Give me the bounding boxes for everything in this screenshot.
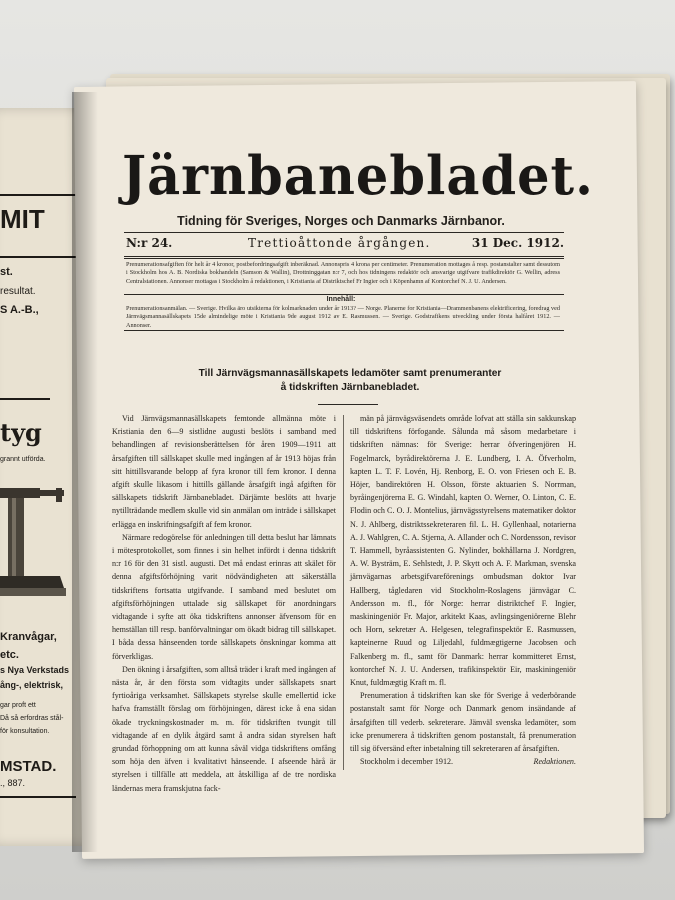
editorial-signature: Redaktionen. [533, 757, 576, 767]
closing-place-date: Stockholm i december 1912. [360, 757, 454, 767]
left-page-line: ., 887. [0, 778, 26, 788]
header-rule [124, 294, 564, 295]
left-page-line: ång-, elektrisk, [0, 680, 64, 690]
headline-line: Till Järnvägsmannasällskapets ledamöter samt prenumeranter [198, 368, 502, 379]
left-page-line: resultat. [0, 286, 36, 297]
left-page-line: s Nya Verkstads [0, 665, 70, 675]
left-page-rule [0, 398, 50, 400]
left-page-line: S A.-B., [0, 304, 39, 316]
left-page-line: tyg [0, 418, 42, 447]
left-page-line: Då så erfordras stål- [0, 715, 64, 722]
left-page-line: för konsultation. [0, 728, 50, 735]
left-page-line: Kranvågar, [0, 631, 57, 643]
left-page-line: st. [0, 266, 13, 278]
left-page-line: gar proft ett [0, 702, 36, 709]
header-rule [124, 330, 564, 331]
left-page-rule [0, 194, 76, 196]
left-page-rule [0, 796, 76, 798]
binding-gutter-shadow [72, 92, 98, 852]
article-column-left [112, 412, 336, 793]
article-paragraph: Den ökning i årsafgiften, som alltså träder i kraft med ingången af nästa år, är den första som vidtagits under sällskapets snart fyrtioåriga verksamhet. Sällskapets styrelse skulle emellertid icke hafva framställt förslag om förhöjningen, därest icke å ena sidan ökade tryckningskostnader m. m. för tidskriften tvungit till vidtagande af en dylik åtgärd samt å andra sidan styrelsen haft grundad förhoppning om att kunna såväl vidga tidskriftens omfång som höja den äfven i kvalitativt hänseende. I afseende härå är styrelsen i tillfälle att meddela, att åtskilliga af de tre nordiska ländernas mera framskjutna fack- [112, 664, 336, 793]
left-page-line: grannt utförda. [0, 456, 46, 463]
masthead-title: Järnbanebladet. [122, 144, 594, 208]
issue-number: N:r 24. [126, 236, 173, 250]
left-page-rule [0, 256, 76, 258]
header-rule [124, 258, 564, 259]
volume-label: Trettioåttonde årgången. [248, 236, 431, 250]
left-page-line: etc. [0, 649, 19, 661]
issue-date: 31 Dec. 1912. [471, 236, 564, 250]
machine-illustration-icon [0, 488, 70, 608]
header-rule [124, 256, 564, 257]
headline-rule [318, 404, 378, 405]
headline-line: å tidskriften Järnbanebladet. [280, 382, 420, 393]
masthead-subtitle: Tidning för Sveriges, Norges och Danmarks Järnbanor. [177, 214, 505, 228]
left-page-line: MIT [0, 204, 45, 234]
article-paragraph: män på järnvägsväsendets område lofvat att ställa sin sakkunskap till tidskriftens förfogande. Sålunda må såsom medarbetare i tidskriften nämnas: för Sverige: herrar öfveringenjören H. Fogelmarck, byrådirektörerna J. E. Lundberg, I. A. Öfverholm, kapten L. T. F. Lovén, Hj. Renborg, E. O. von Friesen och E. B. Höjer, bandirektören H. Olsson, förste aktuarien S. Norrman, byråingenjörerna E. G. Windahl, kapten O. Werner, O. Linton, C. E. Flodin och C. O. J. Montelius, järnvägsstyrelsens matematiker doktor N. J. Ahlberg, distriktssekreteraren fil. L. H. Gyllenhaal, notarierna A. J. Wahlgren, C. A. Stjerna, A. Allander och C. Nordensson, revisor T. Hammell, byråassistenten G. Nylinder, bokhållarna J. Nordgren, A. W. Bysträm, E. Sehlstedt, J. P. Skytt och A. F. Markman, svenska järnvägarnas arbetsgifvareförenings ombudsman doktor Ivar Hallberg, tågledaren vid Stockholm-Roslagens järnvägar C. Andersson m. fl., för Norge: herrar distriktchef F. Ingier, maskiningeniör Fr. Major, arkitekt Kaas, avlingsingeniörerne Blehr och Horn, sekretær A. Helgesen, telegrafinspektör E. Rasmussen, kapteinerne Ruud og Liljedahl, fuldmægtigerne Jacobsen och Falkenberg m. fl., samt för Danmark: herrar kommitteret Ernst, kontorchef N. J. U. Andersen, trafikinspektör Eir, maskiningeniör Knut, fuldmægtig Kraft m. fl. [350, 414, 576, 688]
contents-heading: Innehåll: [326, 296, 356, 303]
closing-row [350, 755, 576, 768]
article-paragraph: Närmare redogörelse för anledningen till detta beslut har lämnats i mötesprotokollet, som finnes i sin helhet infördt i denna tidskrift n:r 16 för den 31 sistl. augusti. Det må endast erinras att skälet för denna afgiftsförhöjning varit nödvändigheten att säkerställa tidskriftens fortsatta utgifvande. I samband med beslutet om afgiftsförhöjningen uttalade sig sällskapet för anordningars vidtagande i syfte att öka tidskriftens annonser äfvensom för en hemställan till resp. banförvaltningar om ökadt bidrag till sällskapet. I båda dessa hänseenden torde sällskapets önskningar komma att förverkligas. [112, 532, 336, 661]
article-paragraph: Vid Järnvägsmannasällskapets femtonde allmänna möte i Kristiania den 6—9 sistlidne augusti beslöts i samband med behandlingen af revisionsberättelsen för åren 1909—1911 att årsafgiften till sällskapet skulle med ingången af år 1913 höjas från sitt hittillsvarande belopp af fyra kronor till fem kronor. I denna afgift skulle likasom i hittills gällande årsafgift ingå afgiften för sällskapets tidskrift Järnbanebladet. Därjämte beslöts att hvarje nytillträdande medlem skulle vid sin anmälan om inträde i sällskapet erlägga en inskrifningsafgift af fem kronor. [112, 414, 336, 529]
subscription-info: Prenumerationsafgiften för helt år 4 kronor, postbefordringsafgift inberäknad. Annonspris 4 krona per centimeter. Prenumeration mottages å resp. postanstalter samt dessutom i Stockholm hos A. B. Nordiska bokhandeln (Samson & Wallin), Drottninggatan n:r 7, och hos tidningens redaktör och ansvarige utgifvare trafikdirektör G. Wellin, adress Centralstationen. Annonser mottagas i Stockholm å redaktionen, i Kristiania af Distriktschef Fr Ingier och i Köpenhamn af Kontorchef N. J. U. Andersen. [126, 261, 560, 285]
contents-text: Prenumerationsanmälan. — Sverige. Hvilka äro utsikterna för kolmarknaden under år 1913? — Norge. Planerne for Kristiania—Drammenbanens elektrificering, foredrag ved Järnvägsmannasällskapets 15de almindelige möte i Kristiania 9de august 1912 av E. Rasmussen. — Sverige. Godstrafikens utveckling under första halfåret 1912. — Annonser. [126, 305, 560, 329]
article-paragraph: Prenumeration å tidskriften kan ske för Sverige å vederbörande postanstalt samt för Norge och Danmark genom insändande af årsafgiften till vederb. sekreterare. Jämväl svenska ledamöter, som icke prenumerera å tidskriften genom postanstalt, få prenumeration till sig öfversänd efter inbetalning till sekreteraren af årsafgiften. [350, 691, 576, 754]
article-headline [140, 367, 560, 395]
left-page-line: MSTAD. [0, 758, 57, 775]
column-divider [343, 415, 344, 770]
article-column-right [350, 412, 576, 768]
header-rule [124, 232, 564, 233]
